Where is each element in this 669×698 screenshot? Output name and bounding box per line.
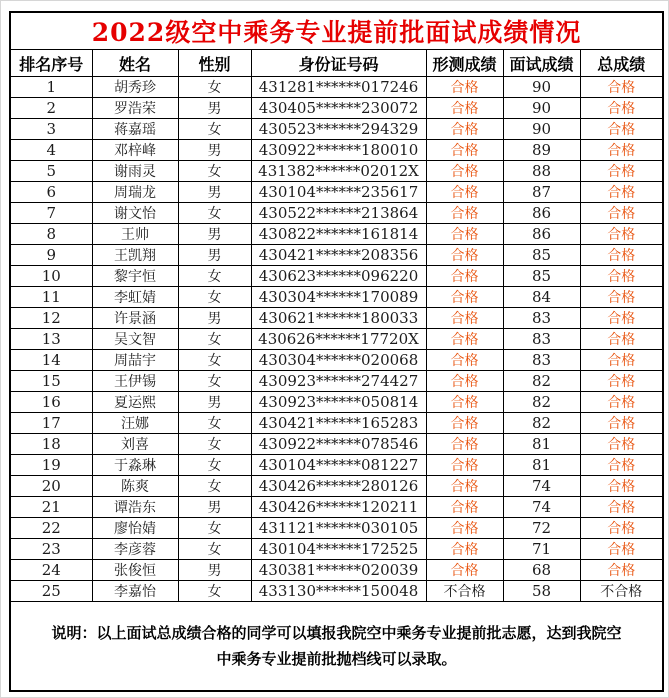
gender-cell: 男 xyxy=(178,182,251,203)
shape-test-score-cell: 合格 xyxy=(426,161,503,182)
interview-score-cell: 87 xyxy=(503,182,580,203)
column-header-gender: 性别 xyxy=(178,50,251,77)
interview-score-cell: 85 xyxy=(503,245,580,266)
shape-test-score-cell: 不合格 xyxy=(426,581,503,602)
table-row xyxy=(10,182,663,203)
gender-cell: 女 xyxy=(178,287,251,308)
table-row xyxy=(10,497,663,518)
table-row xyxy=(10,245,663,266)
shape-test-score-cell: 合格 xyxy=(426,455,503,476)
rank-cell: 11 xyxy=(10,287,92,308)
table-row xyxy=(10,392,663,413)
name-cell: 汪娜 xyxy=(92,413,178,434)
page-title: 2022级空中乘务专业提前批面试成绩情况 xyxy=(10,12,663,50)
total-score-cell: 合格 xyxy=(580,203,663,224)
gender-cell: 男 xyxy=(178,560,251,581)
gender-cell: 女 xyxy=(178,350,251,371)
interview-score-cell: 89 xyxy=(503,140,580,161)
name-cell: 王伊锡 xyxy=(92,371,178,392)
total-score-cell: 合格 xyxy=(580,518,663,539)
rank-cell: 25 xyxy=(10,581,92,602)
interview-score-cell: 83 xyxy=(503,350,580,371)
table-row xyxy=(10,140,663,161)
interview-score-cell: 74 xyxy=(503,497,580,518)
shape-test-score-cell: 合格 xyxy=(426,434,503,455)
total-score-cell: 合格 xyxy=(580,329,663,350)
interview-score-cell: 86 xyxy=(503,224,580,245)
note-text: 说明：以上面试总成绩合格的同学可以填报我院空中乘务专业提前批志愿，达到我院空中乘务专业提前批抛档线可以录取。 xyxy=(10,602,663,692)
id-number-cell: 430304******020068 xyxy=(251,350,426,371)
name-cell: 李嘉怡 xyxy=(92,581,178,602)
gender-cell: 女 xyxy=(178,161,251,182)
table-row xyxy=(10,434,663,455)
interview-score-cell: 84 xyxy=(503,287,580,308)
id-number-cell: 430421******208356 xyxy=(251,245,426,266)
id-number-cell: 431281******017246 xyxy=(251,77,426,98)
gender-cell: 女 xyxy=(178,371,251,392)
name-cell: 黎宇恒 xyxy=(92,266,178,287)
total-score-cell: 合格 xyxy=(580,224,663,245)
total-score-cell: 合格 xyxy=(580,413,663,434)
rank-cell: 17 xyxy=(10,413,92,434)
rank-cell: 21 xyxy=(10,497,92,518)
results-tbody xyxy=(10,77,663,602)
table-row xyxy=(10,350,663,371)
id-number-cell: 430104******081227 xyxy=(251,455,426,476)
shape-test-score-cell: 合格 xyxy=(426,539,503,560)
rank-cell: 2 xyxy=(10,98,92,119)
gender-cell: 女 xyxy=(178,266,251,287)
rank-cell: 1 xyxy=(10,77,92,98)
id-number-cell: 430426******280126 xyxy=(251,476,426,497)
interview-score-cell: 90 xyxy=(503,119,580,140)
header-row xyxy=(10,50,663,77)
table-row xyxy=(10,308,663,329)
rank-cell: 15 xyxy=(10,371,92,392)
table-row xyxy=(10,119,663,140)
shape-test-score-cell: 合格 xyxy=(426,224,503,245)
table-row xyxy=(10,371,663,392)
table-row xyxy=(10,455,663,476)
id-number-cell: 431121******030105 xyxy=(251,518,426,539)
shape-test-score-cell: 合格 xyxy=(426,371,503,392)
shape-test-score-cell: 合格 xyxy=(426,518,503,539)
shape-test-score-cell: 合格 xyxy=(426,266,503,287)
table-row xyxy=(10,413,663,434)
rank-cell: 3 xyxy=(10,119,92,140)
name-cell: 周瑞龙 xyxy=(92,182,178,203)
name-cell: 刘喜 xyxy=(92,434,178,455)
column-header-name: 姓名 xyxy=(92,50,178,77)
total-score-cell: 合格 xyxy=(580,455,663,476)
total-score-cell: 合格 xyxy=(580,161,663,182)
shape-test-score-cell: 合格 xyxy=(426,182,503,203)
shape-test-score-cell: 合格 xyxy=(426,203,503,224)
table-row xyxy=(10,77,663,98)
shape-test-score-cell: 合格 xyxy=(426,350,503,371)
total-score-cell: 合格 xyxy=(580,476,663,497)
table-row xyxy=(10,539,663,560)
shape-test-score-cell: 合格 xyxy=(426,119,503,140)
column-header-interview: 面试成绩 xyxy=(503,50,580,77)
interview-score-cell: 81 xyxy=(503,455,580,476)
rank-cell: 5 xyxy=(10,161,92,182)
column-header-rank: 排名序号 xyxy=(10,50,92,77)
total-score-cell: 合格 xyxy=(580,308,663,329)
gender-cell: 女 xyxy=(178,581,251,602)
gender-cell: 女 xyxy=(178,413,251,434)
name-cell: 王凯翔 xyxy=(92,245,178,266)
total-score-cell: 合格 xyxy=(580,350,663,371)
interview-score-cell: 83 xyxy=(503,329,580,350)
name-cell: 周喆宇 xyxy=(92,350,178,371)
rank-cell: 20 xyxy=(10,476,92,497)
interview-score-cell: 82 xyxy=(503,392,580,413)
id-number-cell: 430822******161814 xyxy=(251,224,426,245)
rank-cell: 12 xyxy=(10,308,92,329)
name-cell: 邓梓峰 xyxy=(92,140,178,161)
table-row xyxy=(10,287,663,308)
table-row xyxy=(10,224,663,245)
total-score-cell: 合格 xyxy=(580,182,663,203)
id-number-cell: 430426******120211 xyxy=(251,497,426,518)
gender-cell: 女 xyxy=(178,77,251,98)
id-number-cell: 430922******180010 xyxy=(251,140,426,161)
interview-score-cell: 71 xyxy=(503,539,580,560)
shape-test-score-cell: 合格 xyxy=(426,392,503,413)
rank-cell: 23 xyxy=(10,539,92,560)
name-cell: 罗浩荣 xyxy=(92,98,178,119)
score-table xyxy=(9,11,664,692)
shape-test-score-cell: 合格 xyxy=(426,287,503,308)
rank-cell: 22 xyxy=(10,518,92,539)
id-number-cell: 430405******230072 xyxy=(251,98,426,119)
gender-cell: 男 xyxy=(178,308,251,329)
interview-score-cell: 82 xyxy=(503,371,580,392)
column-header-shape-test: 形测成绩 xyxy=(426,50,503,77)
gender-cell: 女 xyxy=(178,434,251,455)
rank-cell: 16 xyxy=(10,392,92,413)
rank-cell: 9 xyxy=(10,245,92,266)
gender-cell: 女 xyxy=(178,476,251,497)
interview-score-cell: 74 xyxy=(503,476,580,497)
id-number-cell: 430923******274427 xyxy=(251,371,426,392)
gender-cell: 男 xyxy=(178,140,251,161)
rank-cell: 14 xyxy=(10,350,92,371)
total-score-cell: 合格 xyxy=(580,287,663,308)
interview-score-cell: 85 xyxy=(503,266,580,287)
shape-test-score-cell: 合格 xyxy=(426,497,503,518)
name-cell: 李彦蓉 xyxy=(92,539,178,560)
gender-cell: 女 xyxy=(178,455,251,476)
table-row xyxy=(10,266,663,287)
name-cell: 廖怡婧 xyxy=(92,518,178,539)
gender-cell: 女 xyxy=(178,203,251,224)
name-cell: 夏运熙 xyxy=(92,392,178,413)
gender-cell: 男 xyxy=(178,392,251,413)
id-number-cell: 430421******165283 xyxy=(251,413,426,434)
total-score-cell: 合格 xyxy=(580,371,663,392)
interview-score-cell: 58 xyxy=(503,581,580,602)
interview-score-cell: 90 xyxy=(503,98,580,119)
gender-cell: 女 xyxy=(178,539,251,560)
total-score-cell: 合格 xyxy=(580,497,663,518)
interview-score-cell: 88 xyxy=(503,161,580,182)
column-header-id-number: 身份证号码 xyxy=(251,50,426,77)
total-score-cell: 不合格 xyxy=(580,581,663,602)
shape-test-score-cell: 合格 xyxy=(426,245,503,266)
rank-cell: 19 xyxy=(10,455,92,476)
interview-score-cell: 83 xyxy=(503,308,580,329)
gender-cell: 男 xyxy=(178,224,251,245)
rank-cell: 10 xyxy=(10,266,92,287)
total-score-cell: 合格 xyxy=(580,266,663,287)
shape-test-score-cell: 合格 xyxy=(426,476,503,497)
rank-cell: 6 xyxy=(10,182,92,203)
table-row xyxy=(10,518,663,539)
name-cell: 胡秀珍 xyxy=(92,77,178,98)
total-score-cell: 合格 xyxy=(580,434,663,455)
id-number-cell: 430104******172525 xyxy=(251,539,426,560)
total-score-cell: 合格 xyxy=(580,560,663,581)
total-score-cell: 合格 xyxy=(580,77,663,98)
total-score-cell: 合格 xyxy=(580,119,663,140)
gender-cell: 女 xyxy=(178,329,251,350)
id-number-cell: 430621******180033 xyxy=(251,308,426,329)
gender-cell: 男 xyxy=(178,497,251,518)
shape-test-score-cell: 合格 xyxy=(426,413,503,434)
rank-cell: 8 xyxy=(10,224,92,245)
name-cell: 蒋嘉瑶 xyxy=(92,119,178,140)
name-cell: 谭浩东 xyxy=(92,497,178,518)
interview-score-cell: 82 xyxy=(503,413,580,434)
column-header-total: 总成绩 xyxy=(580,50,663,77)
table-row xyxy=(10,476,663,497)
rank-cell: 24 xyxy=(10,560,92,581)
table-row xyxy=(10,329,663,350)
gender-cell: 男 xyxy=(178,245,251,266)
id-number-cell: 430523******294329 xyxy=(251,119,426,140)
interview-score-cell: 86 xyxy=(503,203,580,224)
title-row xyxy=(10,12,663,50)
gender-cell: 女 xyxy=(178,518,251,539)
name-cell: 谢雨灵 xyxy=(92,161,178,182)
id-number-cell: 430626******17720X xyxy=(251,329,426,350)
table-row xyxy=(10,203,663,224)
id-number-cell: 430922******078546 xyxy=(251,434,426,455)
name-cell: 王帅 xyxy=(92,224,178,245)
id-number-cell: 430104******235617 xyxy=(251,182,426,203)
name-cell: 许景涵 xyxy=(92,308,178,329)
name-cell: 于淼琳 xyxy=(92,455,178,476)
table-row xyxy=(10,161,663,182)
total-score-cell: 合格 xyxy=(580,140,663,161)
name-cell: 李虹婧 xyxy=(92,287,178,308)
id-number-cell: 430623******096220 xyxy=(251,266,426,287)
note-row xyxy=(10,602,663,692)
rank-cell: 18 xyxy=(10,434,92,455)
rank-cell: 4 xyxy=(10,140,92,161)
shape-test-score-cell: 合格 xyxy=(426,77,503,98)
shape-test-score-cell: 合格 xyxy=(426,308,503,329)
interview-score-cell: 81 xyxy=(503,434,580,455)
gender-cell: 男 xyxy=(178,98,251,119)
id-number-cell: 430522******213864 xyxy=(251,203,426,224)
total-score-cell: 合格 xyxy=(580,539,663,560)
shape-test-score-cell: 合格 xyxy=(426,140,503,161)
table-row xyxy=(10,581,663,602)
total-score-cell: 合格 xyxy=(580,245,663,266)
shape-test-score-cell: 合格 xyxy=(426,98,503,119)
shape-test-score-cell: 合格 xyxy=(426,329,503,350)
id-number-cell: 431382******02012X xyxy=(251,161,426,182)
rank-cell: 13 xyxy=(10,329,92,350)
id-number-cell: 433130******150048 xyxy=(251,581,426,602)
name-cell: 吴文智 xyxy=(92,329,178,350)
interview-score-cell: 68 xyxy=(503,560,580,581)
total-score-cell: 合格 xyxy=(580,98,663,119)
name-cell: 陈爽 xyxy=(92,476,178,497)
shape-test-score-cell: 合格 xyxy=(426,560,503,581)
id-number-cell: 430304******170089 xyxy=(251,287,426,308)
interview-score-cell: 90 xyxy=(503,77,580,98)
interview-score-cell: 72 xyxy=(503,518,580,539)
table-row xyxy=(10,560,663,581)
gender-cell: 女 xyxy=(178,119,251,140)
rank-cell: 7 xyxy=(10,203,92,224)
id-number-cell: 430923******050814 xyxy=(251,392,426,413)
name-cell: 谢文怡 xyxy=(92,203,178,224)
table-row xyxy=(10,98,663,119)
id-number-cell: 430381******020039 xyxy=(251,560,426,581)
name-cell: 张俊恒 xyxy=(92,560,178,581)
total-score-cell: 合格 xyxy=(580,392,663,413)
